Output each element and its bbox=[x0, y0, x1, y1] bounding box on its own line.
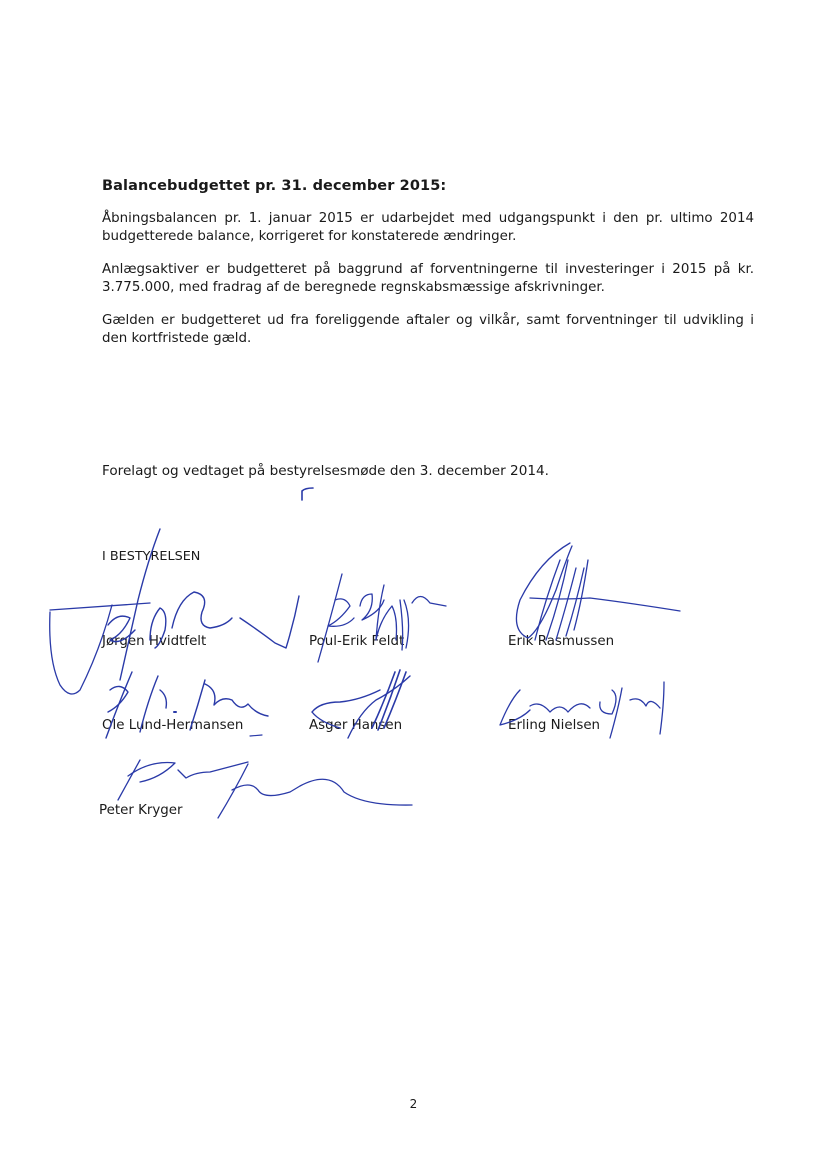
signatory-name-jorgen-hvidtfelt: Jørgen Hvidtfelt bbox=[102, 634, 207, 649]
signatory-name-poul-erik-feldt: Poul-Erik Feldt bbox=[309, 634, 405, 649]
approval-statement: Forelagt og vedtaget på bestyrelsesmøde den 3. december 2014. bbox=[102, 463, 549, 479]
paragraph-fixed-assets: Anlægsaktiver er budgetteret på baggrund af forventningerne til investeringer i 2015 på kr. 3.775.000, med fradrag af de beregnede regnskabsmæssige afskrivninger. bbox=[102, 262, 754, 295]
signatory-name-ole-lund-hermansen: Ole Lund-Hermansen bbox=[102, 718, 244, 733]
section-heading: Balancebudgettet pr. 31. december 2015: bbox=[102, 178, 447, 194]
signatory-name-erik-rasmussen: Erik Rasmussen bbox=[508, 634, 615, 649]
pen-mark bbox=[302, 488, 313, 500]
paragraph-opening-balance: Åbningsbalancen pr. 1. januar 2015 er udarbejdet med udgangspunkt i den pr. ultimo 2014 budgetterede balance, korrigeret for konstaterede ændringer. bbox=[102, 211, 754, 244]
board-label: I BESTYRELSEN bbox=[102, 549, 201, 564]
signature-erik-rasmussen bbox=[516, 543, 680, 640]
signatory-name-peter-kryger: Peter Kryger bbox=[99, 803, 183, 818]
page-number: 2 bbox=[409, 1097, 418, 1111]
paragraph-debt: Gælden er budgetteret ud fra foreliggende aftaler og vilkår, samt forventninger til udvikling i den kortfristede gæld. bbox=[102, 313, 754, 346]
signatory-name-erling-nielsen: Erling Nielsen bbox=[508, 718, 601, 733]
signatory-name-asger-hansen: Asger Hansen bbox=[309, 718, 403, 733]
